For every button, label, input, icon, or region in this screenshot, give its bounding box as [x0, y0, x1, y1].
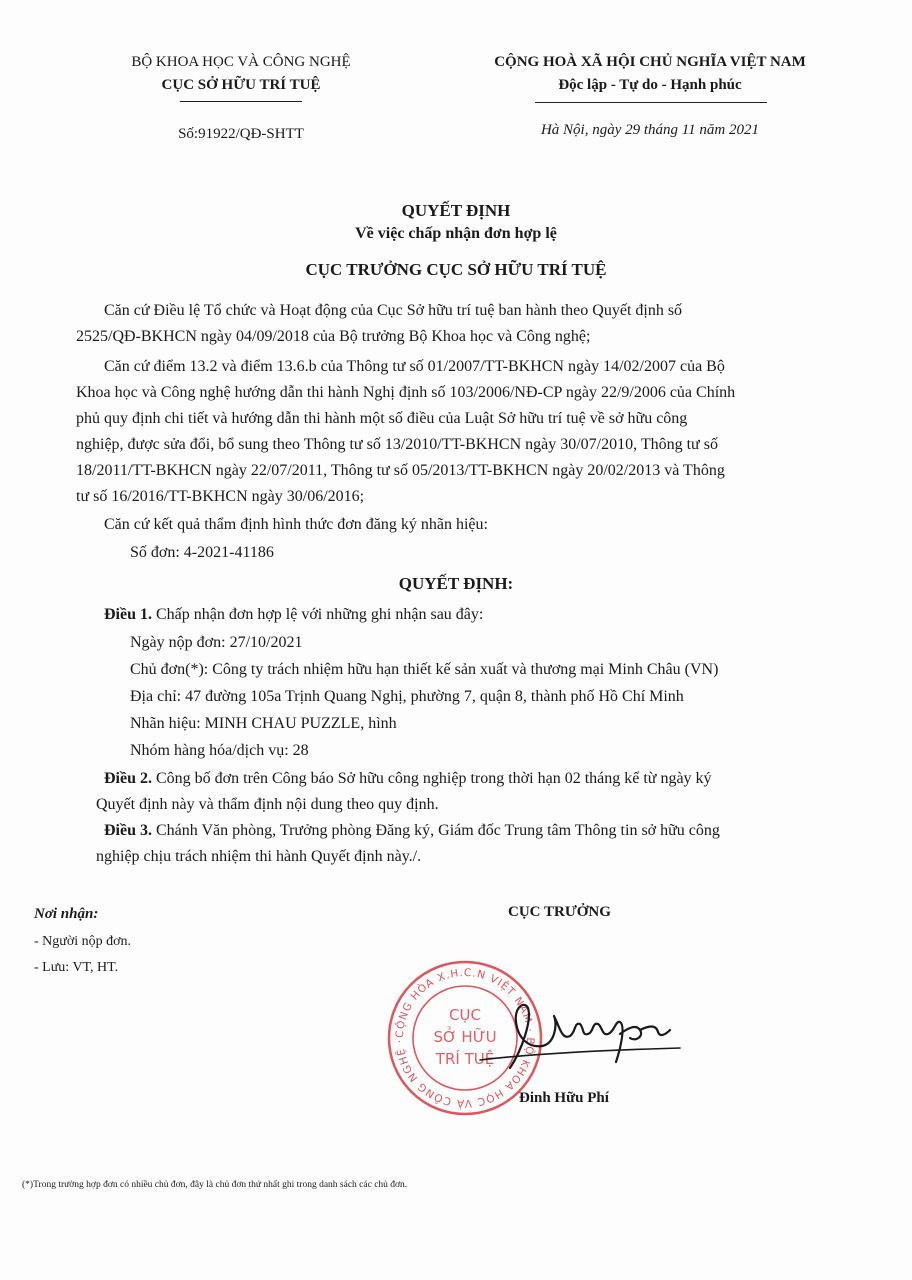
application-number: Số đơn: 4-2021-41186	[130, 544, 274, 561]
decision-heading: QUYẾT ĐỊNH:	[398, 574, 514, 593]
agency-name: CỤC SỞ HỮU TRÍ TUỆ	[161, 77, 321, 93]
signature-icon	[470, 990, 690, 1080]
basis-line: 18/2011/TT-BKHCN ngày 22/07/2011, Thông tư số 05/2013/TT-BKHCN ngày 20/02/2013 và Thông	[76, 462, 725, 479]
article-1-item: Ngày nộp đơn: 27/10/2021	[130, 634, 303, 651]
article-2	[104, 766, 712, 792]
article-1-text: Chấp nhận đơn hợp lệ với những ghi nhận sau đây:	[152, 606, 484, 623]
authority-title: CỤC TRƯỞNG CỤC SỞ HỮU TRÍ TUỆ	[305, 260, 607, 279]
article-2-line: Quyết định này và thẩm định nội dung theo quy định.	[96, 796, 439, 813]
article-3-text: Chánh Văn phòng, Trưởng phòng Đăng ký, Giám đốc Trung tâm Thông tin sở hữu công	[152, 822, 720, 839]
seal-center-line: TRÍ TUỆ	[435, 1050, 495, 1068]
article-2-label: Điều 2.	[104, 770, 152, 787]
seal-center-line: CỤC	[449, 1006, 481, 1024]
basis-line: tư số 16/2016/TT-BKHCN ngày 30/06/2016;	[76, 488, 365, 505]
recipients-heading: Nơi nhận:	[34, 906, 99, 922]
document-title: QUYẾT ĐỊNH	[401, 201, 511, 220]
ministry-name: BỘ KHOA HỌC VÀ CÔNG NGHỆ	[131, 54, 351, 70]
article-3-line: nghiệp chịu trách nhiệm thi hành Quyết định này./.	[96, 848, 422, 865]
article-1-item: Chủ đơn(*): Công ty trách nhiệm hữu hạn thiết kế sản xuất và thương mại Minh Châu (VN)	[130, 661, 719, 678]
motto-underline	[535, 102, 767, 103]
article-1	[104, 602, 483, 628]
footnote: (*)Trong trường hợp đơn có nhiều chủ đơn, đây là chủ đơn thứ nhất ghi trong danh sách các chủ đơn.	[22, 1180, 408, 1190]
article-3	[104, 818, 720, 844]
basis-line: 2525/QĐ-BKHCN ngày 04/09/2018 của Bộ trưởng Bộ Khoa học và Công nghệ;	[76, 328, 591, 345]
basis-line: Khoa học và Công nghệ hướng dẫn thi hành Nghị định số 103/2006/NĐ-CP ngày 22/9/2006 của Chính	[76, 384, 736, 401]
article-1-item: Nhóm hàng hóa/dịch vụ: 28	[130, 742, 309, 759]
agency-underline	[180, 101, 302, 102]
signer-name: Đinh Hữu Phí	[519, 1090, 609, 1106]
article-3-label: Điều 3.	[104, 822, 152, 839]
article-1-item: Nhãn hiệu: MINH CHAU PUZZLE, hình	[130, 715, 397, 732]
decision-number: Số:91922/QĐ-SHTT	[178, 126, 304, 142]
article-1-item: Địa chỉ: 47 đường 105a Trịnh Quang Nghị, phường 7, quận 8, thành phố Hồ Chí Minh	[130, 688, 684, 705]
recipient-item: - Lưu: VT, HT.	[34, 960, 119, 975]
basis-line: Căn cứ điểm 13.2 và điểm 13.6.b của Thông tư số 01/2007/TT-BKHCN ngày 14/02/2007 của Bộ	[104, 358, 725, 375]
basis-line: Căn cứ Điều lệ Tổ chức và Hoạt động của Cục Sở hữu trí tuệ ban hành theo Quyết định số	[104, 302, 683, 319]
issue-date: Hà Nội, ngày 29 tháng 11 năm 2021	[540, 122, 760, 138]
national-title: CỘNG HOÀ XÃ HỘI CHỦ NGHĨA VIỆT NAM	[494, 54, 806, 70]
seal-ring-text: CỘNG HÒA X.H.C.N VIỆT NAM · BỘ KHOA HỌC VÀ CÔNG NGHỆ ·	[393, 966, 537, 1110]
seal-center-line: SỞ HỮU	[433, 1028, 497, 1046]
signer-title: CỤC TRƯỞNG	[508, 904, 611, 920]
basis-line: Căn cứ kết quả thẩm định hình thức đơn đăng ký nhãn hiệu:	[104, 516, 488, 533]
recipient-item: - Người nộp đơn.	[34, 934, 132, 949]
article-1-label: Điều 1.	[104, 606, 152, 623]
basis-line: nghiệp, được sửa đổi, bổ sung theo Thông tư số 13/2010/TT-BKHCN ngày 30/07/2010, Thông tư số	[76, 436, 718, 453]
document-subject: Về việc chấp nhận đơn hợp lệ	[355, 225, 557, 242]
article-2-text: Công bố đơn trên Công báo Sở hữu công nghiệp trong thời hạn 02 tháng kể từ ngày ký	[152, 770, 712, 787]
basis-line: phủ quy định chi tiết và hướng dẫn thi hành một số điều của Luật Sở hữu trí tuệ về sở hữu công	[76, 410, 688, 427]
national-motto: Độc lập - Tự do - Hạnh phúc	[558, 77, 742, 93]
